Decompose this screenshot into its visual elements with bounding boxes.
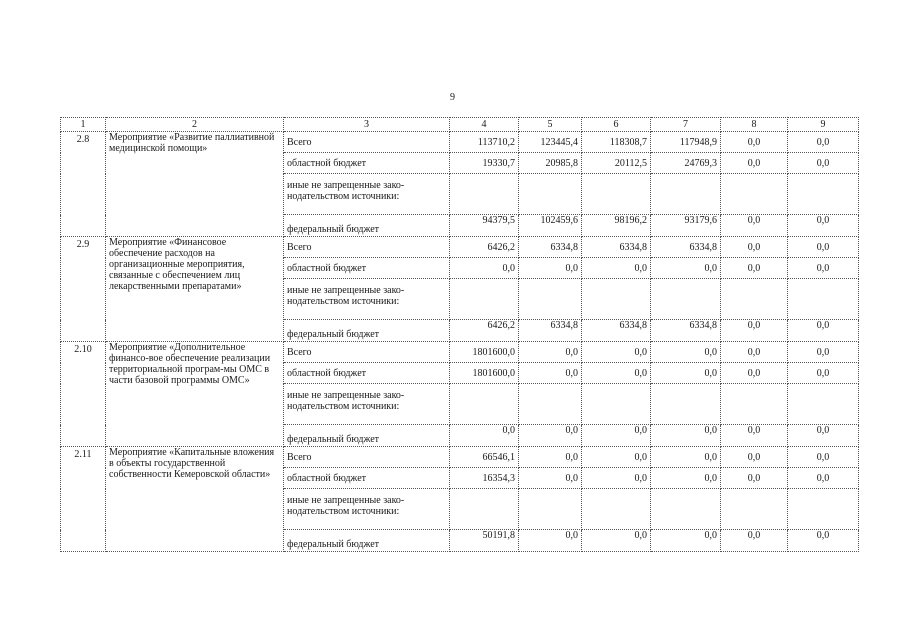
value-cell: 20112,5 bbox=[582, 153, 651, 174]
header-cell: 2 bbox=[106, 118, 284, 132]
value-cell: 0,0 bbox=[651, 342, 721, 363]
header-cell: 3 bbox=[284, 118, 450, 132]
value-cell: 0,0 bbox=[651, 258, 721, 279]
value-cell: 0,0 bbox=[721, 237, 788, 258]
value-cell: 0,0 bbox=[519, 530, 582, 552]
value-cell: 0,0 bbox=[721, 363, 788, 384]
value-cell: 117948,9 bbox=[651, 132, 721, 153]
value-cell: 1801600,0 bbox=[450, 342, 519, 363]
header-cell: 1 bbox=[61, 118, 106, 132]
empty-cell bbox=[651, 489, 721, 530]
item-name: Мероприятие «Развитие паллиативной медицинской помощи» bbox=[106, 132, 284, 237]
funding-source-label: Всего bbox=[284, 447, 450, 468]
empty-cell bbox=[788, 279, 859, 320]
item-name: Мероприятие «Финансовое обеспечение расходов на организационные мероприятия, связанные с обеспечением лиц лекарственными препаратами» bbox=[106, 237, 284, 342]
value-cell: 6426,2 bbox=[450, 237, 519, 258]
funding-source-label: иные не запрещенные зако-нодательством источники: bbox=[284, 489, 450, 530]
value-cell: 0,0 bbox=[788, 425, 859, 447]
value-cell: 0,0 bbox=[788, 132, 859, 153]
empty-cell bbox=[788, 384, 859, 425]
empty-cell bbox=[582, 174, 651, 215]
table-row bbox=[61, 342, 859, 363]
value-cell: 0,0 bbox=[721, 468, 788, 489]
value-cell: 0,0 bbox=[721, 530, 788, 552]
value-cell: 0,0 bbox=[721, 153, 788, 174]
empty-cell bbox=[450, 174, 519, 215]
value-cell: 0,0 bbox=[788, 468, 859, 489]
funding-source-label: областной бюджет bbox=[284, 363, 450, 384]
value-cell: 0,0 bbox=[519, 447, 582, 468]
header-cell: 7 bbox=[651, 118, 721, 132]
empty-cell bbox=[651, 174, 721, 215]
value-cell: 0,0 bbox=[788, 258, 859, 279]
item-name: Мероприятие «Дополнительное финансо-вое обеспечение реализации территориальной програм-мы ОМС в части базовой программы ОМС» bbox=[106, 342, 284, 447]
value-cell: 98196,2 bbox=[582, 215, 651, 237]
header-row bbox=[61, 118, 859, 132]
value-cell: 0,0 bbox=[721, 258, 788, 279]
funding-source-label: областной бюджет bbox=[284, 258, 450, 279]
value-cell: 0,0 bbox=[721, 425, 788, 447]
value-cell: 0,0 bbox=[582, 447, 651, 468]
funding-source-label: федеральный бюджет bbox=[284, 530, 450, 552]
value-cell: 0,0 bbox=[651, 425, 721, 447]
value-cell: 0,0 bbox=[519, 258, 582, 279]
value-cell: 0,0 bbox=[651, 468, 721, 489]
empty-cell bbox=[721, 384, 788, 425]
budget-table bbox=[60, 117, 859, 552]
empty-cell bbox=[582, 279, 651, 320]
value-cell: 0,0 bbox=[721, 215, 788, 237]
value-cell: 0,0 bbox=[721, 447, 788, 468]
value-cell: 6334,8 bbox=[519, 320, 582, 342]
value-cell: 0,0 bbox=[721, 320, 788, 342]
funding-source-label: Всего bbox=[284, 132, 450, 153]
value-cell: 16354,3 bbox=[450, 468, 519, 489]
funding-source-label: иные не запрещенные зако-нодательством источники: bbox=[284, 174, 450, 215]
value-cell: 94379,5 bbox=[450, 215, 519, 237]
item-number: 2.8 bbox=[61, 132, 106, 237]
value-cell: 0,0 bbox=[651, 447, 721, 468]
value-cell: 0,0 bbox=[721, 132, 788, 153]
value-cell: 6334,8 bbox=[651, 237, 721, 258]
value-cell: 0,0 bbox=[582, 530, 651, 552]
empty-cell bbox=[450, 489, 519, 530]
value-cell: 93179,6 bbox=[651, 215, 721, 237]
value-cell: 0,0 bbox=[582, 425, 651, 447]
empty-cell bbox=[721, 174, 788, 215]
value-cell: 0,0 bbox=[519, 468, 582, 489]
empty-cell bbox=[788, 489, 859, 530]
empty-cell bbox=[519, 279, 582, 320]
value-cell: 0,0 bbox=[788, 320, 859, 342]
value-cell: 0,0 bbox=[788, 447, 859, 468]
value-cell: 20985,8 bbox=[519, 153, 582, 174]
empty-cell bbox=[721, 279, 788, 320]
empty-cell bbox=[651, 279, 721, 320]
value-cell: 6334,8 bbox=[582, 320, 651, 342]
page-number: 9 bbox=[450, 92, 455, 103]
value-cell: 0,0 bbox=[582, 468, 651, 489]
value-cell: 19330,7 bbox=[450, 153, 519, 174]
empty-cell bbox=[450, 384, 519, 425]
value-cell: 0,0 bbox=[788, 153, 859, 174]
funding-source-label: федеральный бюджет bbox=[284, 215, 450, 237]
funding-source-label: иные не запрещенные зако-нодательством источники: bbox=[284, 384, 450, 425]
value-cell: 0,0 bbox=[721, 342, 788, 363]
value-cell: 0,0 bbox=[450, 425, 519, 447]
funding-source-label: Всего bbox=[284, 342, 450, 363]
value-cell: 123445,4 bbox=[519, 132, 582, 153]
header-cell: 5 bbox=[519, 118, 582, 132]
value-cell: 0,0 bbox=[582, 342, 651, 363]
value-cell: 0,0 bbox=[582, 258, 651, 279]
empty-cell bbox=[582, 384, 651, 425]
table-row bbox=[61, 447, 859, 468]
value-cell: 0,0 bbox=[519, 363, 582, 384]
value-cell: 24769,3 bbox=[651, 153, 721, 174]
value-cell: 0,0 bbox=[788, 237, 859, 258]
value-cell: 50191,8 bbox=[450, 530, 519, 552]
funding-source-label: федеральный бюджет bbox=[284, 320, 450, 342]
value-cell: 0,0 bbox=[788, 530, 859, 552]
empty-cell bbox=[519, 489, 582, 530]
funding-source-label: областной бюджет bbox=[284, 153, 450, 174]
table-row bbox=[61, 132, 859, 153]
header-cell: 4 bbox=[450, 118, 519, 132]
empty-cell bbox=[651, 384, 721, 425]
value-cell: 6334,8 bbox=[519, 237, 582, 258]
item-number: 2.10 bbox=[61, 342, 106, 447]
value-cell: 0,0 bbox=[519, 425, 582, 447]
funding-source-label: областной бюджет bbox=[284, 468, 450, 489]
value-cell: 0,0 bbox=[788, 215, 859, 237]
empty-cell bbox=[450, 279, 519, 320]
value-cell: 0,0 bbox=[519, 342, 582, 363]
funding-source-label: иные не запрещенные зако-нодательством источники: bbox=[284, 279, 450, 320]
empty-cell bbox=[721, 489, 788, 530]
value-cell: 0,0 bbox=[651, 530, 721, 552]
item-number: 2.9 bbox=[61, 237, 106, 342]
table-row bbox=[61, 237, 859, 258]
value-cell: 102459,6 bbox=[519, 215, 582, 237]
header-cell: 8 bbox=[721, 118, 788, 132]
empty-cell bbox=[788, 174, 859, 215]
empty-cell bbox=[582, 489, 651, 530]
value-cell: 0,0 bbox=[788, 342, 859, 363]
value-cell: 6334,8 bbox=[582, 237, 651, 258]
value-cell: 66546,1 bbox=[450, 447, 519, 468]
funding-source-label: федеральный бюджет bbox=[284, 425, 450, 447]
empty-cell bbox=[519, 384, 582, 425]
item-number: 2.11 bbox=[61, 447, 106, 552]
value-cell: 118308,7 bbox=[582, 132, 651, 153]
value-cell: 1801600,0 bbox=[450, 363, 519, 384]
value-cell: 0,0 bbox=[450, 258, 519, 279]
value-cell: 0,0 bbox=[651, 363, 721, 384]
value-cell: 113710,2 bbox=[450, 132, 519, 153]
value-cell: 6334,8 bbox=[651, 320, 721, 342]
value-cell: 6426,2 bbox=[450, 320, 519, 342]
value-cell: 0,0 bbox=[582, 363, 651, 384]
item-name: Мероприятие «Капитальные вложения в объекты государственной собственности Кемеровской области» bbox=[106, 447, 284, 552]
value-cell: 0,0 bbox=[788, 363, 859, 384]
header-cell: 6 bbox=[582, 118, 651, 132]
header-cell: 9 bbox=[788, 118, 859, 132]
funding-source-label: Всего bbox=[284, 237, 450, 258]
empty-cell bbox=[519, 174, 582, 215]
